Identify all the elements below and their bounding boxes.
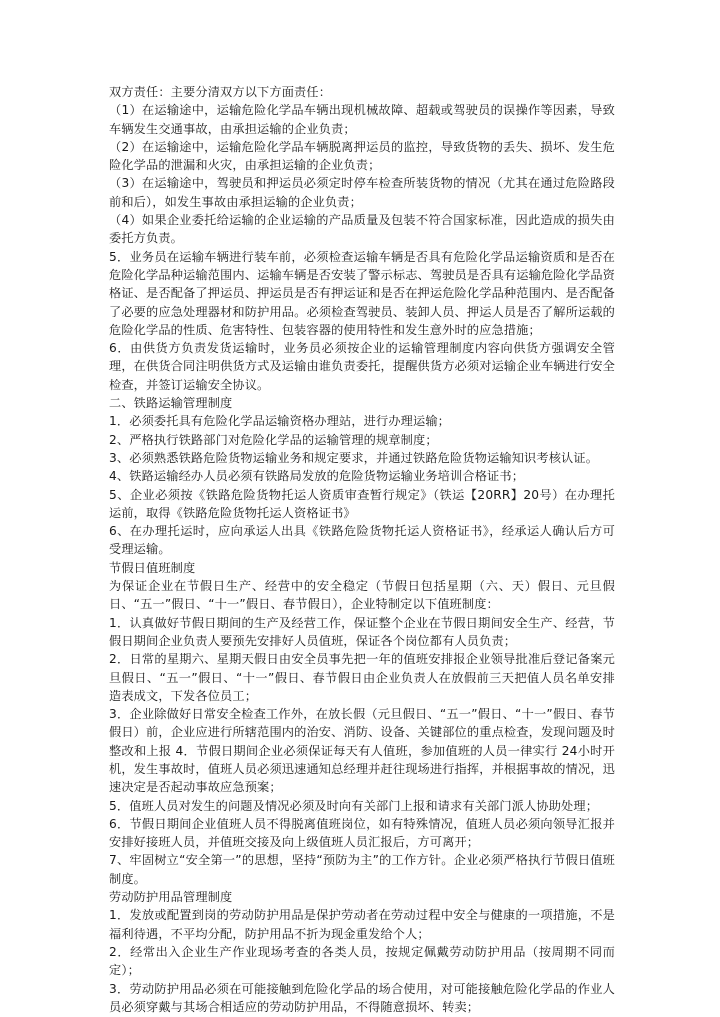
- rail-item-6: 6、在办理托运时，应向承运人出具《铁路危险货物托运人资格证书》，经承运人确认后方可受理运输。: [109, 524, 615, 557]
- ppe-item-3: 3．劳动防护用品必须在可能接触到危险化学品的场合使用，对可能接触危险化学品的作业人员必须穿戴与其场合相适应的劳动防护用品，不得随意损坏、转卖；: [109, 981, 615, 1014]
- holiday-intro: 为保证企业在节假日生产、经营中的安全稳定（节假日包括星期（六、天）假日、元旦假日、“五一”假日、“十一”假日、春节假日），企业特制定以下值班制度：: [109, 579, 615, 612]
- rail-item-3: 3、必须熟悉铁路危险货物运输业务和规定要求，并通过铁路危险货物运输知识考核认证。: [109, 450, 599, 465]
- holiday-item-3-4: 3．企业除做好日常安全检查工作外，在放长假（元旦假日、“五一”假日、“十一”假日、春节假日）前，企业应进行所辖范围内的治安、消防、设备、关键部位的重点检查，发现问题及时整改和上报 4．节假日期间企业必须保证每天有人值班，参加值班的人员一律实行 24小时开机，发生事故时，值班人员必须迅速通知总经理并赶往现场进行指挥，并根据事故的情况，迅速决定是否起动事故应急预案；: [109, 707, 615, 795]
- clause-2: （2）在运输途中，运输危险化学品车辆脱离押运员的监控，导致货物的丢失、损坏、发生危险化学品的泄漏和火灾，由承担运输的企业负责；: [109, 139, 615, 173]
- holiday-item-5: 5．值班人员对发生的问题及情况必须及时向有关部门上报和请求有关部门派人协助处理；: [109, 798, 599, 813]
- clause-3: （3）在运输途中，驾驶员和押运员必须定时停车检查所装货物的情况（尤其在通过危险路段前和后），如发生事故由承担运输的企业负责；: [109, 176, 615, 209]
- rail-item-5: 5、企业必须按《铁路危险货物托运人资质审查暂行规定》（铁运【20RR】20号）在办理托运前，取得《铁路危险货物托运人资格证书》: [109, 487, 615, 520]
- section-heading-ppe: 劳动防护用品管理制度: [109, 890, 233, 905]
- section-heading-rail: 二、铁路运输管理制度: [109, 396, 233, 411]
- holiday-item-2: 2．日常的星期六、星期天假日由安全员事先把一年的值班安排报企业领导批准后登记备案元旦假日、“五一”假日、“十一”假日、春节假日由企业负责人在放假前三天把值人员名单安排造表成文，下发各位员工；: [109, 652, 615, 703]
- rail-item-1: 1．必须委托具有危险化学品运输资格办理站，进行办理运输；: [109, 414, 451, 429]
- holiday-item-1: 1．认真做好节假日期间的生产及经营工作，保证整个企业在节假日期间安全生产、经营，节假日期间企业负责人要预先安排好人员值班，保证各个岗位都有人员负责；: [109, 615, 615, 648]
- rail-item-4: 4、铁路运输经办人员必须有铁路局发放的危险货物运输业务培训合格证书；: [109, 469, 525, 484]
- clause-4: （4）如果企业委托给运输的企业运输的产品质量及包装不符合国家标准，因此造成的损失由委托方负责。: [109, 213, 615, 246]
- intro-responsibility: 双方责任：主要分清双方以下方面责任：: [109, 85, 332, 99]
- holiday-item-7: 7、牢固树立“安全第一”的思想，坚持“预防为主”的工作方针。企业必须严格执行节假日值班制度。: [109, 853, 615, 886]
- holiday-item-6: 6．节假日期间企业值班人员不得脱离值班岗位，如有特殊情况，值班人员必须向领导汇报并安排好接班人员，并值班交接及向上级值班人员汇报后，方可离开；: [109, 816, 615, 850]
- section-heading-holiday: 节假日值班制度: [109, 560, 196, 575]
- rail-item-2: 2、严格执行铁路部门对危险化学品的运输管理的规章制度；: [109, 432, 438, 447]
- clause-6: 6．由供货方负责发货运输时，业务员必须按企业的运输管理制度内容向供货方强调安全管理，在供货合同注明供货方式及运输由谁负责委托，提醒供货方必须对运输企业车辆进行安全检查，并签订运输安全协议。: [109, 341, 615, 392]
- clause-5: 5．业务员在运输车辆进行装车前，必须检查运输车辆是否具有危险化学品运输资质和是否在危险化学品种运输范围内、运输车辆是否安装了警示标志、驾驶员是否具有运输危险化学品资格证、是否配备了押运员、押运员是否有押运证和是否在押运危险化学品种范围内、是否配备了必要的应急处理器材和防护用品。必须检查驾驶员、装卸人员、押运人员是否了解所运载的危险化学品的性质、危害特性、包装容器的使用特性和发生意外时的应急措施；: [109, 249, 615, 337]
- ppe-item-2: 2．经常出入企业生产作业现场考查的各类人员，按规定佩戴劳动防护用品（按周期不同而定）；: [109, 944, 615, 978]
- clause-1: （1）在运输途中，运输危险化学品车辆出现机械故障、超载或驾驶员的误操作等因素，导致车辆发生交通事故，由承担运输的企业负责；: [109, 103, 615, 136]
- ppe-item-1: 1．发放或配置到岗的劳动防护用品是保护劳动者在劳动过程中安全与健康的一项措施，不是福利待遇，不平均分配，防护用品不折为现金重发给个人；: [109, 908, 615, 941]
- document-page: [109, 83, 615, 1016]
